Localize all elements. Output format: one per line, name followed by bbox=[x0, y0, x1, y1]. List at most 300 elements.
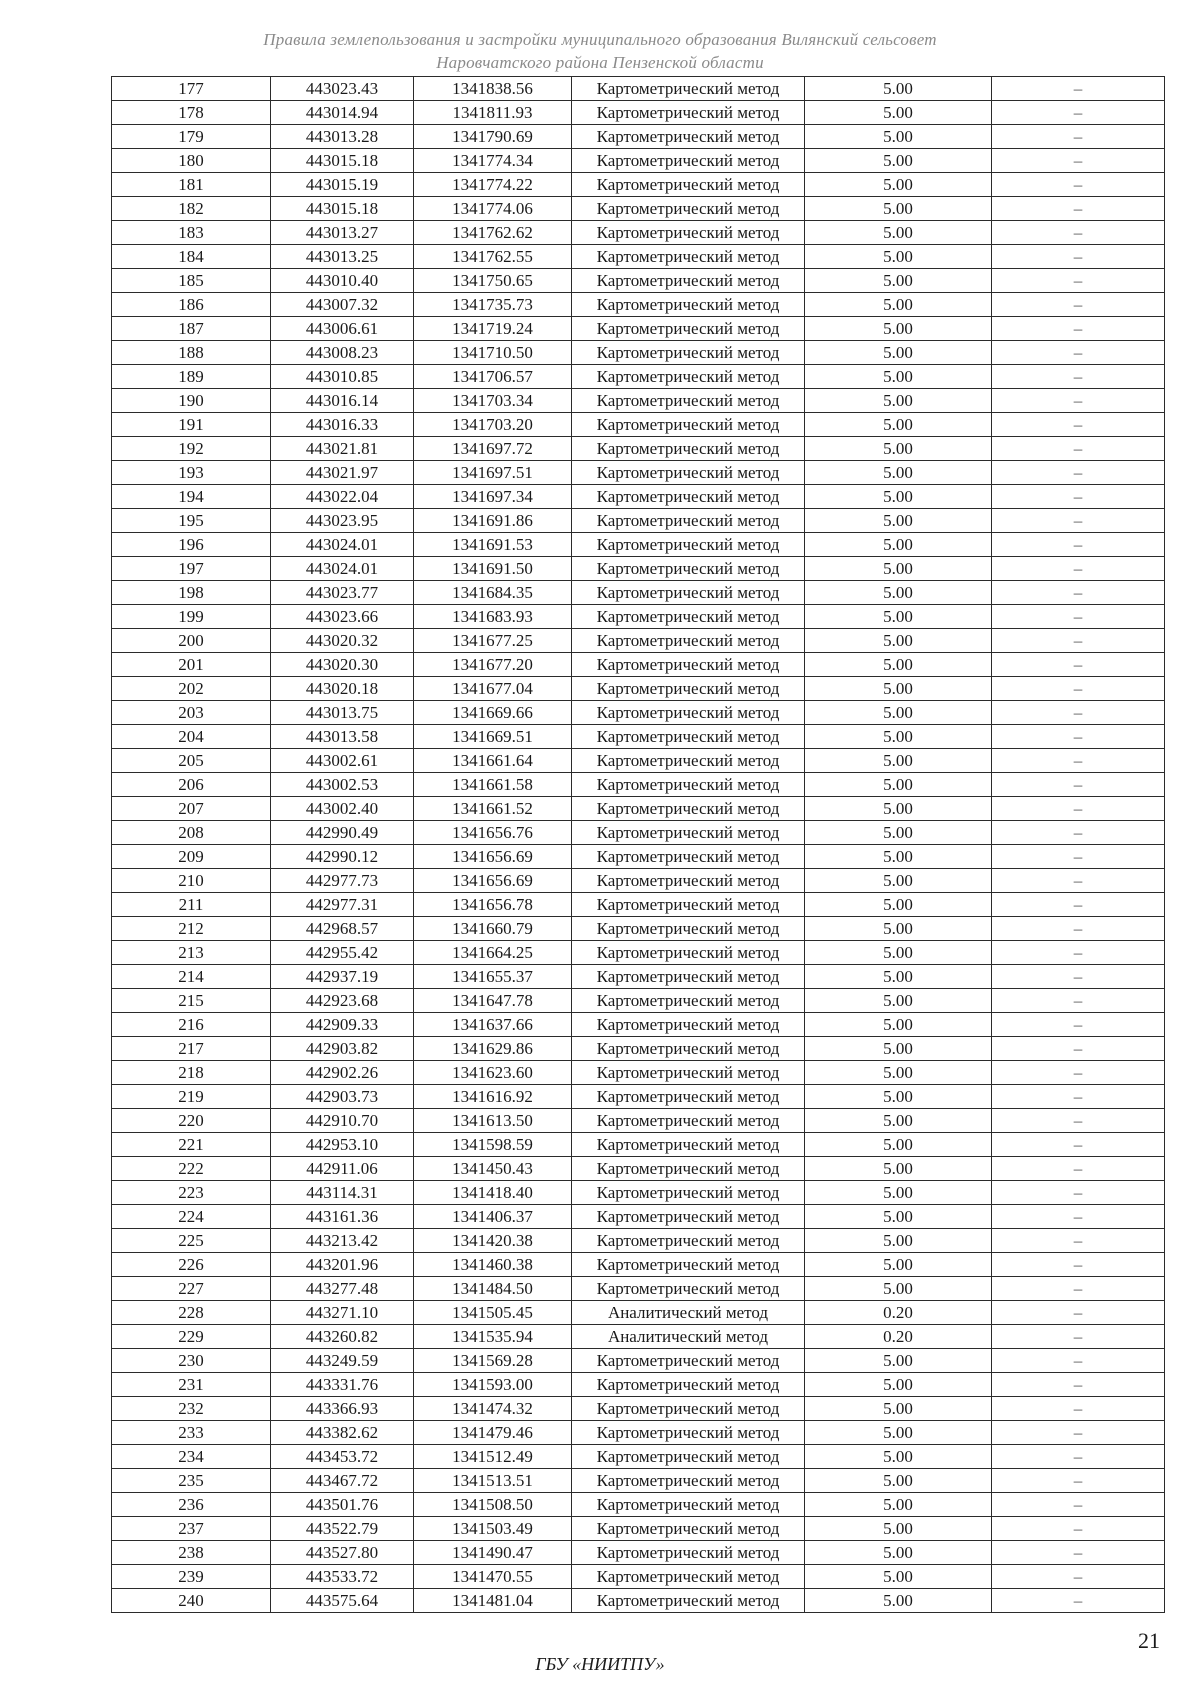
note-cell: – bbox=[992, 245, 1165, 269]
x-coordinate-cell: 442903.73 bbox=[271, 1085, 414, 1109]
table-row bbox=[112, 197, 1165, 221]
x-coordinate-cell: 443015.18 bbox=[271, 197, 414, 221]
table-row bbox=[112, 485, 1165, 509]
accuracy-cell: 0.20 bbox=[805, 1301, 992, 1325]
method-cell: Картометрический метод bbox=[572, 965, 805, 989]
accuracy-cell: 5.00 bbox=[805, 1205, 992, 1229]
method-cell: Картометрический метод bbox=[572, 1133, 805, 1157]
y-coordinate-cell: 1341470.55 bbox=[414, 1565, 572, 1589]
table-row bbox=[112, 749, 1165, 773]
table-row bbox=[112, 797, 1165, 821]
point-number-cell: 231 bbox=[112, 1373, 271, 1397]
x-coordinate-cell: 443014.94 bbox=[271, 101, 414, 125]
x-coordinate-cell: 442903.82 bbox=[271, 1037, 414, 1061]
x-coordinate-cell: 443013.28 bbox=[271, 125, 414, 149]
note-cell: – bbox=[992, 1325, 1165, 1349]
method-cell: Картометрический метод bbox=[572, 701, 805, 725]
accuracy-cell: 5.00 bbox=[805, 581, 992, 605]
note-cell: – bbox=[992, 341, 1165, 365]
y-coordinate-cell: 1341508.50 bbox=[414, 1493, 572, 1517]
table-row bbox=[112, 509, 1165, 533]
table-row bbox=[112, 1109, 1165, 1133]
x-coordinate-cell: 443023.77 bbox=[271, 581, 414, 605]
note-cell: – bbox=[992, 125, 1165, 149]
note-cell: – bbox=[992, 1517, 1165, 1541]
y-coordinate-cell: 1341762.55 bbox=[414, 245, 572, 269]
table-row bbox=[112, 1445, 1165, 1469]
method-cell: Картометрический метод bbox=[572, 797, 805, 821]
point-number-cell: 198 bbox=[112, 581, 271, 605]
y-coordinate-cell: 1341593.00 bbox=[414, 1373, 572, 1397]
page-number: 21 bbox=[1138, 1628, 1160, 1653]
y-coordinate-cell: 1341513.51 bbox=[414, 1469, 572, 1493]
note-cell: – bbox=[992, 173, 1165, 197]
y-coordinate-cell: 1341811.93 bbox=[414, 101, 572, 125]
y-coordinate-cell: 1341637.66 bbox=[414, 1013, 572, 1037]
x-coordinate-cell: 443016.14 bbox=[271, 389, 414, 413]
x-coordinate-cell: 442990.49 bbox=[271, 821, 414, 845]
accuracy-cell: 5.00 bbox=[805, 773, 992, 797]
accuracy-cell: 5.00 bbox=[805, 1277, 992, 1301]
page-header bbox=[0, 28, 1200, 74]
x-coordinate-cell: 443467.72 bbox=[271, 1469, 414, 1493]
method-cell: Картометрический метод bbox=[572, 917, 805, 941]
point-number-cell: 233 bbox=[112, 1421, 271, 1445]
accuracy-cell: 5.00 bbox=[805, 1181, 992, 1205]
method-cell: Картометрический метод bbox=[572, 533, 805, 557]
y-coordinate-cell: 1341479.46 bbox=[414, 1421, 572, 1445]
table-row bbox=[112, 845, 1165, 869]
table-row bbox=[112, 773, 1165, 797]
point-number-cell: 212 bbox=[112, 917, 271, 941]
accuracy-cell: 5.00 bbox=[805, 509, 992, 533]
point-number-cell: 206 bbox=[112, 773, 271, 797]
method-cell: Картометрический метод bbox=[572, 77, 805, 101]
table-row bbox=[112, 605, 1165, 629]
accuracy-cell: 5.00 bbox=[805, 413, 992, 437]
accuracy-cell: 5.00 bbox=[805, 725, 992, 749]
point-number-cell: 201 bbox=[112, 653, 271, 677]
note-cell: – bbox=[992, 533, 1165, 557]
accuracy-cell: 5.00 bbox=[805, 317, 992, 341]
note-cell: – bbox=[992, 1109, 1165, 1133]
table-row bbox=[112, 1181, 1165, 1205]
page-footer: ГБУ «НИИТПУ» bbox=[535, 1654, 665, 1674]
accuracy-cell: 5.00 bbox=[805, 533, 992, 557]
method-cell: Картометрический метод bbox=[572, 413, 805, 437]
table-row bbox=[112, 629, 1165, 653]
point-number-cell: 227 bbox=[112, 1277, 271, 1301]
method-cell: Картометрический метод bbox=[572, 869, 805, 893]
x-coordinate-cell: 442968.57 bbox=[271, 917, 414, 941]
method-cell: Картометрический метод bbox=[572, 941, 805, 965]
table-row bbox=[112, 557, 1165, 581]
y-coordinate-cell: 1341697.51 bbox=[414, 461, 572, 485]
method-cell: Картометрический метод bbox=[572, 1397, 805, 1421]
accuracy-cell: 5.00 bbox=[805, 1013, 992, 1037]
accuracy-cell: 5.00 bbox=[805, 1373, 992, 1397]
method-cell: Картометрический метод bbox=[572, 389, 805, 413]
y-coordinate-cell: 1341790.69 bbox=[414, 125, 572, 149]
point-number-cell: 214 bbox=[112, 965, 271, 989]
method-cell: Картометрический метод bbox=[572, 509, 805, 533]
point-number-cell: 185 bbox=[112, 269, 271, 293]
point-number-cell: 208 bbox=[112, 821, 271, 845]
note-cell: – bbox=[992, 869, 1165, 893]
note-cell: – bbox=[992, 1181, 1165, 1205]
y-coordinate-cell: 1341664.25 bbox=[414, 941, 572, 965]
table-row bbox=[112, 893, 1165, 917]
note-cell: – bbox=[992, 1157, 1165, 1181]
note-cell: – bbox=[992, 1541, 1165, 1565]
point-number-cell: 225 bbox=[112, 1229, 271, 1253]
accuracy-cell: 5.00 bbox=[805, 1541, 992, 1565]
x-coordinate-cell: 443021.81 bbox=[271, 437, 414, 461]
x-coordinate-cell: 443024.01 bbox=[271, 533, 414, 557]
table-row bbox=[112, 1277, 1165, 1301]
y-coordinate-cell: 1341691.53 bbox=[414, 533, 572, 557]
method-cell: Картометрический метод bbox=[572, 365, 805, 389]
accuracy-cell: 5.00 bbox=[805, 365, 992, 389]
note-cell: – bbox=[992, 1565, 1165, 1589]
note-cell: – bbox=[992, 485, 1165, 509]
method-cell: Картометрический метод bbox=[572, 1061, 805, 1085]
note-cell: – bbox=[992, 677, 1165, 701]
accuracy-cell: 5.00 bbox=[805, 893, 992, 917]
point-number-cell: 236 bbox=[112, 1493, 271, 1517]
point-number-cell: 186 bbox=[112, 293, 271, 317]
method-cell: Картометрический метод bbox=[572, 317, 805, 341]
method-cell: Картометрический метод bbox=[572, 581, 805, 605]
accuracy-cell: 5.00 bbox=[805, 1157, 992, 1181]
table-row bbox=[112, 149, 1165, 173]
y-coordinate-cell: 1341450.43 bbox=[414, 1157, 572, 1181]
accuracy-cell: 5.00 bbox=[805, 1229, 992, 1253]
y-coordinate-cell: 1341719.24 bbox=[414, 317, 572, 341]
note-cell: – bbox=[992, 1061, 1165, 1085]
note-cell: – bbox=[992, 629, 1165, 653]
note-cell: – bbox=[992, 101, 1165, 125]
y-coordinate-cell: 1341762.62 bbox=[414, 221, 572, 245]
y-coordinate-cell: 1341750.65 bbox=[414, 269, 572, 293]
method-cell: Картометрический метод bbox=[572, 1421, 805, 1445]
note-cell: – bbox=[992, 365, 1165, 389]
x-coordinate-cell: 442909.33 bbox=[271, 1013, 414, 1037]
table-row bbox=[112, 533, 1165, 557]
table-row bbox=[112, 1517, 1165, 1541]
point-number-cell: 205 bbox=[112, 749, 271, 773]
accuracy-cell: 5.00 bbox=[805, 1133, 992, 1157]
table-row bbox=[112, 1133, 1165, 1157]
y-coordinate-cell: 1341677.20 bbox=[414, 653, 572, 677]
x-coordinate-cell: 443007.32 bbox=[271, 293, 414, 317]
y-coordinate-cell: 1341598.59 bbox=[414, 1133, 572, 1157]
accuracy-cell: 5.00 bbox=[805, 605, 992, 629]
point-number-cell: 191 bbox=[112, 413, 271, 437]
point-number-cell: 232 bbox=[112, 1397, 271, 1421]
accuracy-cell: 5.00 bbox=[805, 341, 992, 365]
note-cell: – bbox=[992, 1037, 1165, 1061]
coordinates-table-body bbox=[112, 77, 1165, 1613]
point-number-cell: 188 bbox=[112, 341, 271, 365]
point-number-cell: 178 bbox=[112, 101, 271, 125]
table-row bbox=[112, 101, 1165, 125]
accuracy-cell: 5.00 bbox=[805, 77, 992, 101]
note-cell: – bbox=[992, 605, 1165, 629]
method-cell: Картометрический метод bbox=[572, 221, 805, 245]
y-coordinate-cell: 1341691.86 bbox=[414, 509, 572, 533]
note-cell: – bbox=[992, 1469, 1165, 1493]
accuracy-cell: 5.00 bbox=[805, 1493, 992, 1517]
accuracy-cell: 5.00 bbox=[805, 101, 992, 125]
note-cell: – bbox=[992, 893, 1165, 917]
table-row bbox=[112, 293, 1165, 317]
table-row bbox=[112, 341, 1165, 365]
table-row bbox=[112, 989, 1165, 1013]
table-row bbox=[112, 1589, 1165, 1613]
note-cell: – bbox=[992, 1493, 1165, 1517]
method-cell: Картометрический метод bbox=[572, 725, 805, 749]
y-coordinate-cell: 1341677.25 bbox=[414, 629, 572, 653]
method-cell: Картометрический метод bbox=[572, 1013, 805, 1037]
table-row bbox=[112, 677, 1165, 701]
accuracy-cell: 5.00 bbox=[805, 197, 992, 221]
method-cell: Картометрический метод bbox=[572, 773, 805, 797]
x-coordinate-cell: 443002.53 bbox=[271, 773, 414, 797]
table-row bbox=[112, 581, 1165, 605]
point-number-cell: 223 bbox=[112, 1181, 271, 1205]
point-number-cell: 192 bbox=[112, 437, 271, 461]
accuracy-cell: 5.00 bbox=[805, 461, 992, 485]
table-row bbox=[112, 221, 1165, 245]
accuracy-cell: 5.00 bbox=[805, 965, 992, 989]
accuracy-cell: 5.00 bbox=[805, 245, 992, 269]
table-row bbox=[112, 461, 1165, 485]
method-cell: Картометрический метод bbox=[572, 485, 805, 509]
method-cell: Картометрический метод bbox=[572, 989, 805, 1013]
x-coordinate-cell: 443260.82 bbox=[271, 1325, 414, 1349]
y-coordinate-cell: 1341691.50 bbox=[414, 557, 572, 581]
note-cell: – bbox=[992, 557, 1165, 581]
point-number-cell: 239 bbox=[112, 1565, 271, 1589]
accuracy-cell: 5.00 bbox=[805, 821, 992, 845]
table-row bbox=[112, 701, 1165, 725]
note-cell: – bbox=[992, 437, 1165, 461]
note-cell: – bbox=[992, 1229, 1165, 1253]
x-coordinate-cell: 443006.61 bbox=[271, 317, 414, 341]
note-cell: – bbox=[992, 1373, 1165, 1397]
method-cell: Картометрический метод bbox=[572, 101, 805, 125]
point-number-cell: 196 bbox=[112, 533, 271, 557]
method-cell: Аналитический метод bbox=[572, 1325, 805, 1349]
accuracy-cell: 5.00 bbox=[805, 629, 992, 653]
method-cell: Картометрический метод bbox=[572, 749, 805, 773]
y-coordinate-cell: 1341677.04 bbox=[414, 677, 572, 701]
method-cell: Картометрический метод bbox=[572, 197, 805, 221]
point-number-cell: 220 bbox=[112, 1109, 271, 1133]
note-cell: – bbox=[992, 1349, 1165, 1373]
accuracy-cell: 5.00 bbox=[805, 749, 992, 773]
point-number-cell: 234 bbox=[112, 1445, 271, 1469]
accuracy-cell: 5.00 bbox=[805, 653, 992, 677]
x-coordinate-cell: 443015.19 bbox=[271, 173, 414, 197]
point-number-cell: 207 bbox=[112, 797, 271, 821]
table-row bbox=[112, 1205, 1165, 1229]
y-coordinate-cell: 1341474.32 bbox=[414, 1397, 572, 1421]
point-number-cell: 177 bbox=[112, 77, 271, 101]
point-number-cell: 179 bbox=[112, 125, 271, 149]
y-coordinate-cell: 1341484.50 bbox=[414, 1277, 572, 1301]
point-number-cell: 237 bbox=[112, 1517, 271, 1541]
point-number-cell: 221 bbox=[112, 1133, 271, 1157]
note-cell: – bbox=[992, 221, 1165, 245]
x-coordinate-cell: 443024.01 bbox=[271, 557, 414, 581]
table-row bbox=[112, 869, 1165, 893]
table-row bbox=[112, 653, 1165, 677]
method-cell: Картометрический метод bbox=[572, 845, 805, 869]
y-coordinate-cell: 1341647.78 bbox=[414, 989, 572, 1013]
point-number-cell: 219 bbox=[112, 1085, 271, 1109]
y-coordinate-cell: 1341569.28 bbox=[414, 1349, 572, 1373]
note-cell: – bbox=[992, 1133, 1165, 1157]
accuracy-cell: 5.00 bbox=[805, 1253, 992, 1277]
y-coordinate-cell: 1341660.79 bbox=[414, 917, 572, 941]
x-coordinate-cell: 443013.75 bbox=[271, 701, 414, 725]
y-coordinate-cell: 1341420.38 bbox=[414, 1229, 572, 1253]
point-number-cell: 189 bbox=[112, 365, 271, 389]
y-coordinate-cell: 1341656.78 bbox=[414, 893, 572, 917]
accuracy-cell: 5.00 bbox=[805, 941, 992, 965]
table-row bbox=[112, 1349, 1165, 1373]
table-row bbox=[112, 1253, 1165, 1277]
table-row bbox=[112, 1061, 1165, 1085]
x-coordinate-cell: 442910.70 bbox=[271, 1109, 414, 1133]
y-coordinate-cell: 1341661.58 bbox=[414, 773, 572, 797]
point-number-cell: 199 bbox=[112, 605, 271, 629]
y-coordinate-cell: 1341774.34 bbox=[414, 149, 572, 173]
y-coordinate-cell: 1341460.38 bbox=[414, 1253, 572, 1277]
point-number-cell: 180 bbox=[112, 149, 271, 173]
x-coordinate-cell: 442902.26 bbox=[271, 1061, 414, 1085]
point-number-cell: 238 bbox=[112, 1541, 271, 1565]
accuracy-cell: 5.00 bbox=[805, 1517, 992, 1541]
y-coordinate-cell: 1341656.69 bbox=[414, 845, 572, 869]
y-coordinate-cell: 1341656.69 bbox=[414, 869, 572, 893]
accuracy-cell: 5.00 bbox=[805, 437, 992, 461]
point-number-cell: 230 bbox=[112, 1349, 271, 1373]
x-coordinate-cell: 442955.42 bbox=[271, 941, 414, 965]
x-coordinate-cell: 442977.73 bbox=[271, 869, 414, 893]
table-row bbox=[112, 389, 1165, 413]
y-coordinate-cell: 1341616.92 bbox=[414, 1085, 572, 1109]
accuracy-cell: 5.00 bbox=[805, 293, 992, 317]
method-cell: Картометрический метод bbox=[572, 1517, 805, 1541]
x-coordinate-cell: 442953.10 bbox=[271, 1133, 414, 1157]
x-coordinate-cell: 442923.68 bbox=[271, 989, 414, 1013]
table-row bbox=[112, 941, 1165, 965]
y-coordinate-cell: 1341697.34 bbox=[414, 485, 572, 509]
y-coordinate-cell: 1341655.37 bbox=[414, 965, 572, 989]
note-cell: – bbox=[992, 1013, 1165, 1037]
point-number-cell: 187 bbox=[112, 317, 271, 341]
accuracy-cell: 5.00 bbox=[805, 869, 992, 893]
point-number-cell: 224 bbox=[112, 1205, 271, 1229]
table-row bbox=[112, 725, 1165, 749]
y-coordinate-cell: 1341629.86 bbox=[414, 1037, 572, 1061]
method-cell: Картометрический метод bbox=[572, 293, 805, 317]
table-row bbox=[112, 173, 1165, 197]
point-number-cell: 202 bbox=[112, 677, 271, 701]
x-coordinate-cell: 443522.79 bbox=[271, 1517, 414, 1541]
point-number-cell: 228 bbox=[112, 1301, 271, 1325]
method-cell: Картометрический метод bbox=[572, 1493, 805, 1517]
method-cell: Картометрический метод bbox=[572, 557, 805, 581]
table-row bbox=[112, 1565, 1165, 1589]
accuracy-cell: 5.00 bbox=[805, 173, 992, 197]
x-coordinate-cell: 443213.42 bbox=[271, 1229, 414, 1253]
method-cell: Картометрический метод bbox=[572, 1085, 805, 1109]
y-coordinate-cell: 1341656.76 bbox=[414, 821, 572, 845]
method-cell: Картометрический метод bbox=[572, 653, 805, 677]
method-cell: Картометрический метод bbox=[572, 1445, 805, 1469]
note-cell: – bbox=[992, 413, 1165, 437]
accuracy-cell: 5.00 bbox=[805, 1421, 992, 1445]
note-cell: – bbox=[992, 725, 1165, 749]
x-coordinate-cell: 443002.40 bbox=[271, 797, 414, 821]
note-cell: – bbox=[992, 653, 1165, 677]
table-row bbox=[112, 77, 1165, 101]
method-cell: Картометрический метод bbox=[572, 1373, 805, 1397]
method-cell: Картометрический метод bbox=[572, 1205, 805, 1229]
table-row bbox=[112, 1469, 1165, 1493]
table-row bbox=[112, 1301, 1165, 1325]
accuracy-cell: 5.00 bbox=[805, 1445, 992, 1469]
method-cell: Картометрический метод bbox=[572, 437, 805, 461]
accuracy-cell: 5.00 bbox=[805, 125, 992, 149]
note-cell: – bbox=[992, 1205, 1165, 1229]
x-coordinate-cell: 443021.97 bbox=[271, 461, 414, 485]
method-cell: Картометрический метод bbox=[572, 1589, 805, 1613]
point-number-cell: 215 bbox=[112, 989, 271, 1013]
x-coordinate-cell: 443453.72 bbox=[271, 1445, 414, 1469]
x-coordinate-cell: 443013.25 bbox=[271, 245, 414, 269]
method-cell: Картометрический метод bbox=[572, 677, 805, 701]
y-coordinate-cell: 1341838.56 bbox=[414, 77, 572, 101]
note-cell: – bbox=[992, 989, 1165, 1013]
note-cell: – bbox=[992, 389, 1165, 413]
y-coordinate-cell: 1341710.50 bbox=[414, 341, 572, 365]
x-coordinate-cell: 443527.80 bbox=[271, 1541, 414, 1565]
note-cell: – bbox=[992, 797, 1165, 821]
note-cell: – bbox=[992, 965, 1165, 989]
point-number-cell: 211 bbox=[112, 893, 271, 917]
table-row bbox=[112, 269, 1165, 293]
point-number-cell: 209 bbox=[112, 845, 271, 869]
point-number-cell: 216 bbox=[112, 1013, 271, 1037]
point-number-cell: 181 bbox=[112, 173, 271, 197]
point-number-cell: 195 bbox=[112, 509, 271, 533]
method-cell: Картометрический метод bbox=[572, 1565, 805, 1589]
accuracy-cell: 5.00 bbox=[805, 917, 992, 941]
point-number-cell: 222 bbox=[112, 1157, 271, 1181]
coordinates-table bbox=[111, 76, 1165, 1613]
y-coordinate-cell: 1341669.66 bbox=[414, 701, 572, 725]
point-number-cell: 203 bbox=[112, 701, 271, 725]
note-cell: – bbox=[992, 845, 1165, 869]
table-row bbox=[112, 1229, 1165, 1253]
note-cell: – bbox=[992, 917, 1165, 941]
table-row bbox=[112, 1037, 1165, 1061]
